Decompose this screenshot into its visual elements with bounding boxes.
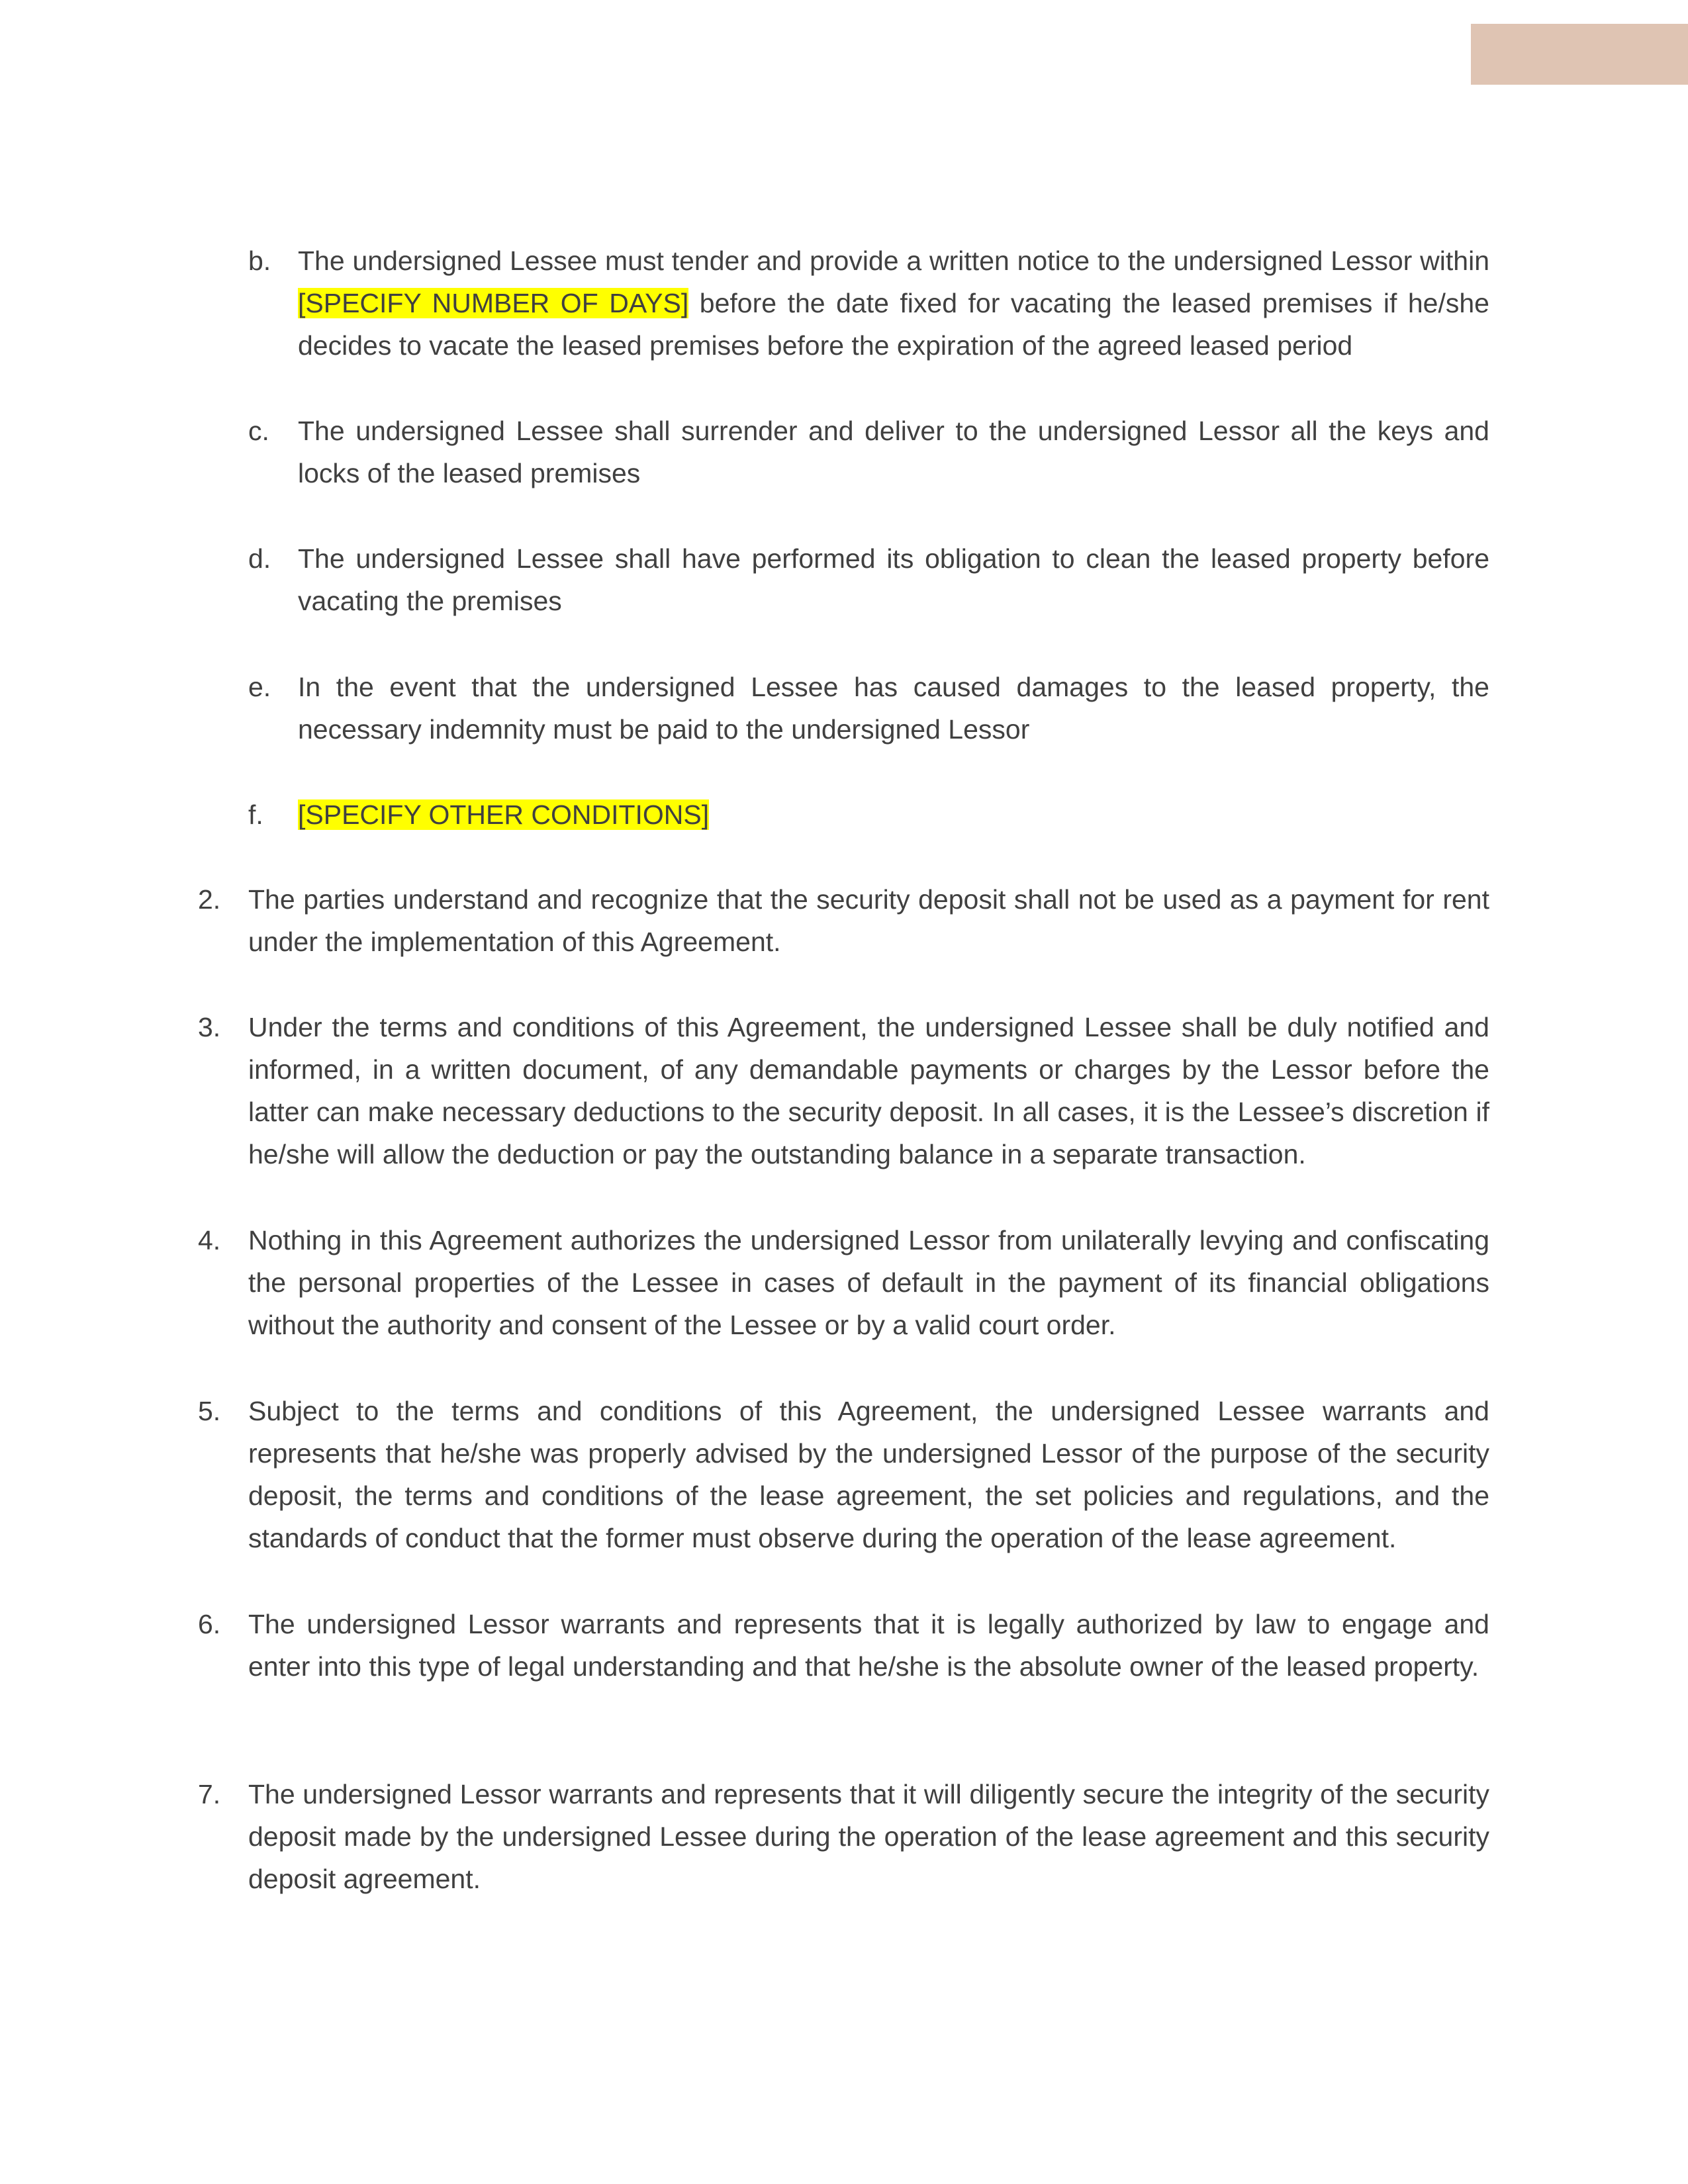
list-item-4 <box>198 1219 1489 1346</box>
list-item-text <box>298 240 1489 367</box>
list-item-b <box>248 240 1489 367</box>
corner-accent-tab <box>1471 24 1688 85</box>
list-marker: f. <box>248 799 263 830</box>
text-segment: The undersigned Lessee must tender and provide a written notice to the undersigned Lessor within <box>298 246 1489 276</box>
list-item-text: Subject to the terms and conditions of this Agreement, the undersigned Lessee warrants and represents that he/she was properly advised by the undersigned Lessor of the purpose of the security deposit, the terms and conditions of the lease agreement, the set policies and regulations, and the standards of conduct that the former must observe during the operation of the lease agreement. <box>248 1396 1489 1553</box>
placeholder-other-conditions: [SPECIFY OTHER CONDITIONS] <box>298 799 710 830</box>
list-item-6 <box>198 1603 1489 1688</box>
text-segment: before the date fixed for vacating the leased premises if he/she decides to vacate the leased premises before the expiration of the agreed leased period <box>298 288 1489 361</box>
list-marker: e. <box>248 672 271 702</box>
list-marker: 7. <box>198 1779 221 1809</box>
list-marker: 4. <box>198 1225 221 1255</box>
list-item-d <box>248 537 1489 622</box>
list-item-2 <box>198 878 1489 963</box>
list-item-7 <box>198 1773 1489 1900</box>
list-item-text: The undersigned Lessee shall have performed its obligation to clean the leased property before vacating the premises <box>298 543 1489 616</box>
list-marker: 5. <box>198 1396 221 1426</box>
list-marker: b. <box>248 246 271 276</box>
list-item-5 <box>198 1390 1489 1559</box>
list-item-text: The undersigned Lessor warrants and represents that it will diligently secure the integrity of the security deposit made by the undersigned Lessee during the operation of the lease agreement and this security deposit agreement. <box>248 1779 1489 1894</box>
list-item-c <box>248 410 1489 494</box>
list-item-text: In the event that the undersigned Lessee has caused damages to the leased property, the necessary indemnity must be paid to the undersigned Lessor <box>298 672 1489 745</box>
list-item-text: The undersigned Lessor warrants and represents that it is legally authorized by law to engage and enter into this type of legal understanding and that he/she is the absolute owner of the leased property. <box>248 1609 1489 1682</box>
list-item-text: Nothing in this Agreement authorizes the undersigned Lessor from unilaterally levying and confiscating the personal properties of the Lessee in cases of default in the payment of its financial obligations without the authority and consent of the Lessee or by a valid court order. <box>248 1225 1489 1340</box>
list-marker: c. <box>248 416 269 446</box>
list-marker: 6. <box>198 1609 221 1639</box>
list-item-text: The undersigned Lessee shall surrender and deliver to the undersigned Lessor all the keys and locks of the leased premises <box>298 416 1489 488</box>
list-item-text: Under the terms and conditions of this Agreement, the undersigned Lessee shall be duly notified and informed, in a written document, of any demandable payments or charges by the Lessor before the latter can make necessary deductions to the security deposit. In all cases, it is the Lessee’s discretion if he/she will allow the deduction or pay the outstanding balance in a separate transaction. <box>248 1012 1489 1169</box>
list-item-f <box>248 794 1489 836</box>
list-item-e <box>248 666 1489 751</box>
list-item-text <box>298 794 1489 836</box>
list-item-text: The parties understand and recognize that the security deposit shall not be used as a payment for rent under the implementation of this Agreement. <box>248 884 1489 957</box>
list-marker: d. <box>248 543 271 574</box>
list-marker: 2. <box>198 884 221 915</box>
placeholder-number-of-days: [SPECIFY NUMBER OF DAYS] <box>298 288 689 318</box>
list-marker: 3. <box>198 1012 221 1042</box>
list-item-3 <box>198 1006 1489 1175</box>
